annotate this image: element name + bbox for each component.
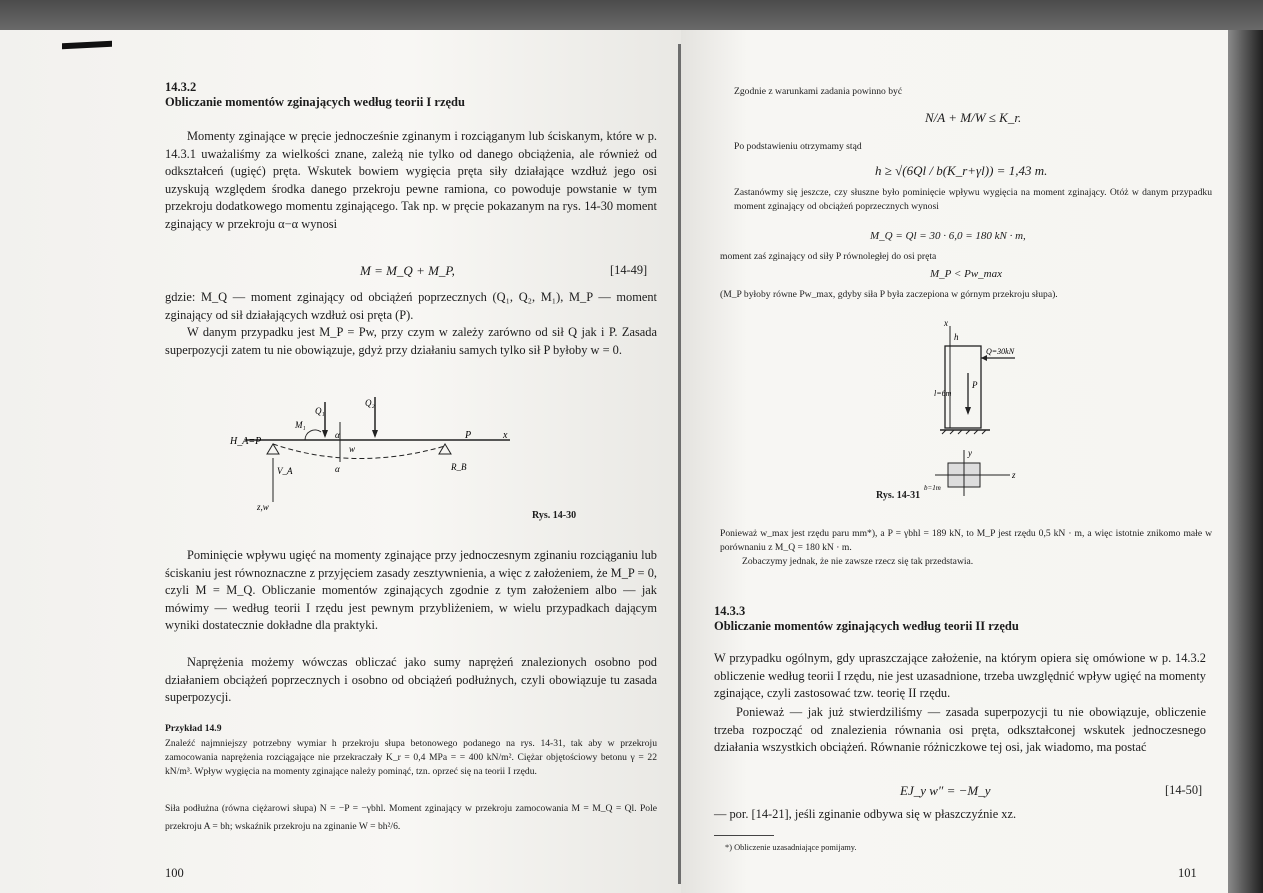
- figure-caption-14-31: Rys. 14-31: [876, 490, 921, 501]
- paragraph-where: gdzie: M_Q — moment zginający od obciążeń poprzecznych (Q₁, Q₂, M₁), M_P — moment zginający od sił działających wzdłuż osi pręta (P).: [165, 290, 657, 322]
- equation-mp: M_P < Pw_max: [930, 268, 1002, 280]
- equation-condition: N/A + M/W ≤ K_r.: [925, 110, 1022, 125]
- equation-mq: M_Q = Ql = 30 · 6,0 = 180 kN · m,: [870, 230, 1026, 242]
- section-title: Obliczanie momentów zginających według teorii I rzędu: [165, 95, 465, 109]
- right-see: Zobaczymy jednak, że nie zawsze rzecz się tak przedstawia.: [742, 556, 974, 567]
- footnote-rule: [714, 835, 774, 836]
- figure-column-14-31: [920, 318, 1060, 508]
- example-title: Przykład 14.9: [165, 723, 222, 734]
- label-zw: z,w: [257, 502, 269, 512]
- equation-14-50: EJ_y w″ = −M_y: [900, 783, 991, 798]
- deflection-curve: [273, 444, 445, 459]
- section-title-right: Obliczanie momentów zginających według teorii II rzędu: [714, 619, 1019, 633]
- load-q1-head: [322, 430, 328, 438]
- fig31-label-q: Q=30kN: [986, 347, 1015, 356]
- book-gutter: [678, 44, 681, 884]
- right-consider: Zastanówmy się jeszcze, czy słuszne było pominięcie wpływu wygięcia na moment zginający. Otóż w danym przypadku moment zginający od obciążeń poprzecznych wynosi: [734, 187, 1212, 212]
- footnote: *) Obliczenie uzasadniające pomijamy.: [725, 843, 857, 852]
- right-moment: moment zaś zginający od siły P równoległej do osi pręta: [720, 251, 937, 262]
- figure-beam-14-30: [225, 392, 525, 517]
- label-va: V_A: [277, 466, 293, 476]
- section-heading-14-3-2: [165, 80, 665, 110]
- right-general: W przypadku ogólnym, gdy upraszczające założenie, na którym opiera się omówione w p. 14.3.2 obliczenie według teorii I rzędu, nie jest uzasadnione, trzeba uwzględnić wpływ ugięć na momenty zginające, czyli zastosować tzw. teorię II rzędu.: [714, 651, 1206, 701]
- label-w: w: [349, 444, 356, 454]
- label-p: P: [465, 430, 472, 441]
- paragraph-omission: Pominięcie wpływu ugięć na momenty zginające przy jednoczesnym zginaniu rozciąganiu lub ściskaniu jest równoznaczne z przyjęciem zasady zesztywnienia, a więc z założeniem, że M_P = 0, czyli M = M_Q. Obliczanie momentów zginających zgodnie z tym założeniem albo — jak mówimy — według teorii I rzędu jest pewnym przybliżeniem, w wielu przypadkach dającym wyniki dostatecznie dokładne dla praktyki.: [165, 548, 657, 633]
- label-q2: Q₂: [365, 398, 375, 408]
- right-parenthesis: (M_P byłoby równe Pw_max, gdyby siła P była zaczepiona w górnym przekroju słupa).: [720, 289, 1058, 300]
- paragraph-intro: Momenty zginające w pręcie jednocześnie zginanym i rozciąganym lub ściskanym, które w p. 14.3.1 uważaliśmy za wielkości znane, zależą nie tylko od danego obciążenia, ale również od odkształceń (ugięć) pręta. Wskutek bowiem wygięcia pręta siły działające wzdłuż jego osi uzyskują względem środka danego przekroju pewne ramiona, co powoduje powstanie w tym przekroju dodatkowego momentu zginającego. Tak np. w pręcie pokazanym na rys. 14-30 moment zginający w przekroju α−α wynosi: [165, 129, 657, 231]
- load-p-head: [965, 407, 971, 415]
- equation-h: h ≥ √(6Ql / b(K_r+γl)) = 1,43 m.: [875, 163, 1048, 178]
- label-x: x: [503, 430, 508, 441]
- label-m1: M₁: [295, 420, 306, 430]
- equation-number-14-49: [14-49]: [610, 263, 648, 277]
- page-number-left: 100: [165, 866, 184, 880]
- moment-m1-arc: [305, 430, 321, 440]
- label-ha: H_A=P: [230, 436, 262, 447]
- paragraph-stresses: Naprężenia możemy wówczas obliczać jako sumy naprężeń znalezionych osobno pod działaniem obciążeń poprzecznych i osobno od obciążeń podłużnych, czyli obowiązuje tu zasada superpozycji.: [165, 655, 657, 705]
- page-number-right: 101: [1178, 866, 1197, 880]
- scanner-edge-shadow: [1228, 30, 1263, 893]
- right-since-2: Ponieważ — jak już stwierdziliśmy — zasada superpozycji tu nie obowiązuje, obliczenie trzeba rozpocząć od znalezienia równania osi pręta, odkształconej wskutek jednoczesnego działania wszystkich obciążeń. Równanie różniczkowe tej osi, jak wiadomo, ma postać: [714, 705, 1206, 755]
- right-after-substitution: Po podstawieniu otrzymamy stąd: [734, 141, 862, 152]
- right-intro: Zgodnie z warunkami zadania powinno być: [734, 86, 903, 97]
- label-q1: Q₁: [315, 406, 325, 416]
- figure-caption-14-30: Rys. 14-30: [532, 510, 577, 521]
- equation-14-49: M = M_Q + M_P,: [360, 263, 455, 278]
- paragraph-superposition: W danym przypadku jest M_P = Pw, przy czym w zależy zarówno od sił Q jak i P. Zasada superpozycji zatem tu nie obowiązuje, gdyż przy działaniu samych tylko sił P byłoby w = 0.: [165, 325, 657, 357]
- support-b: [439, 444, 451, 454]
- section-number: 14.3.2: [165, 80, 197, 94]
- fig31-label-h: h: [954, 332, 959, 342]
- fig31-label-y: y: [968, 448, 972, 458]
- example-text: Znaleźć najmniejszy potrzebny wymiar h przekroju słupa betonowego podanego na rys. 14-31, tak aby w przekroju zamocowania naprężenia rozciągające nie przekraczały K_r = 0,4 MPa = = 400 kN/m². Ciężar objętościowy betonu γ = 22 kN/m³. Wpływ wygięcia na momenty zginające należy pominąć, tzn. oprzeć się na teorii I rzędu.: [165, 738, 657, 777]
- right-por: — por. [14-21], jeśli zginanie odbywa się w płaszczyźnie xz.: [714, 807, 1017, 821]
- equation-number-14-50: [14-50]: [1165, 783, 1203, 797]
- section-number-right: 14.3.3: [714, 604, 746, 618]
- section-heading-14-3-3: [714, 604, 1204, 634]
- label-alpha-top: α: [335, 430, 340, 440]
- fig31-label-b: b=1m: [924, 484, 941, 492]
- fig31-label-l: l=6m: [934, 389, 952, 398]
- example-solution: Siła podłużna (równa ciężarowi słupa) N = −P = −γbhl. Moment zginający w przekroju zamocowania M = M_Q = Ql. Pole przekroju A = bh; wskaźnik przekroju na zginanie W = bh²/6.: [165, 803, 657, 832]
- fig31-label-z: z: [1012, 470, 1016, 480]
- label-rb: R_B: [451, 462, 467, 472]
- right-since: Ponieważ w_max jest rzędu paru mm*), a P = γbhl = 189 kN, to M_P jest rzędu 0,5 kN · m, a więc istotnie znikomo małe w porównaniu z M_Q = 180 kN · m.: [720, 528, 1212, 553]
- load-q2-head: [372, 430, 378, 438]
- fig31-label-p: P: [972, 380, 978, 390]
- fig31-label-x: x: [944, 318, 948, 328]
- label-alpha-bottom: α: [335, 464, 340, 474]
